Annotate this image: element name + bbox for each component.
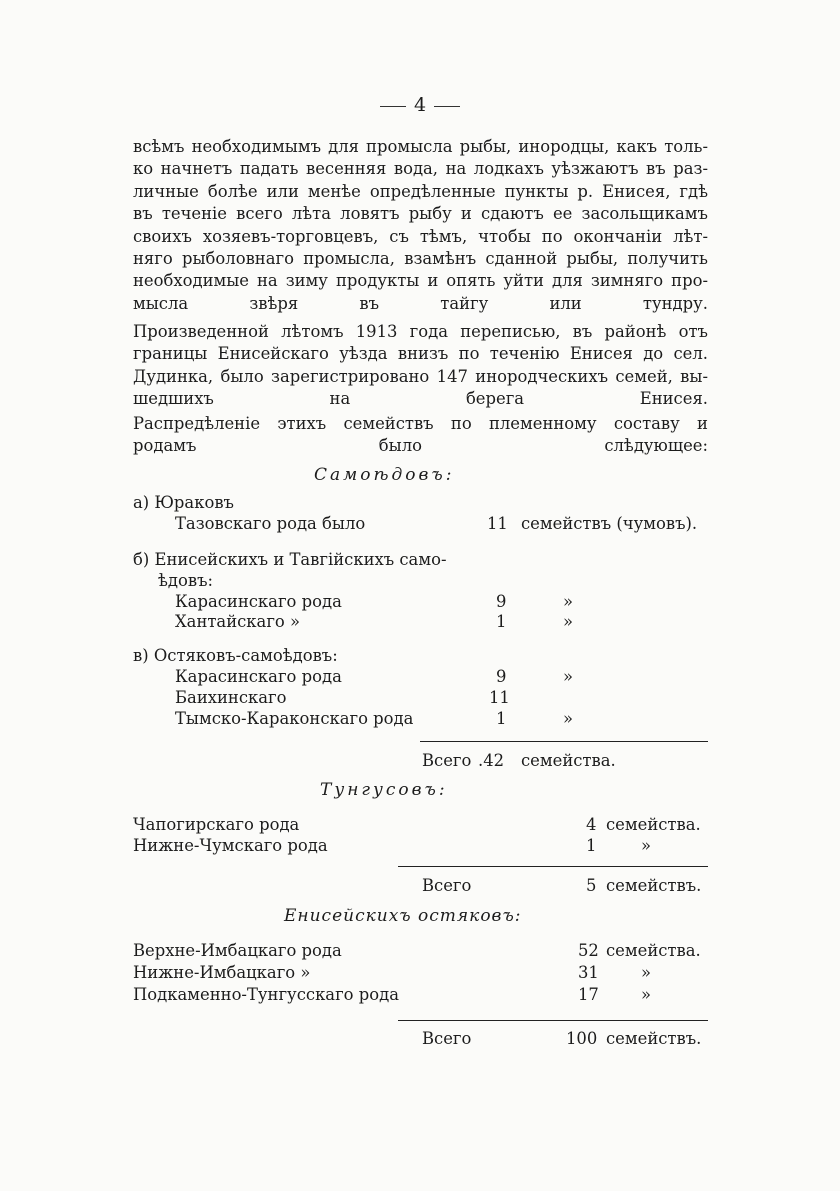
- total-unit: семействъ.: [606, 876, 702, 895]
- page-number-dash-left: [380, 106, 406, 107]
- row-name: Верхне-Имбацкаго рода: [133, 941, 342, 960]
- paragraph-1: [133, 136, 708, 315]
- total-label: Всего: [422, 876, 472, 895]
- row-name: Нижне-Имбацкаго »: [133, 963, 311, 982]
- text-line: въ теченіе всего лѣта ловятъ рыбу и сдаютъ ее засольщикамъ: [133, 204, 708, 224]
- text-line: мысла звѣря въ тайгу или тундру.: [133, 293, 708, 313]
- group-b-title: б) Енисейскихъ и Тавгійскихъ само-: [133, 550, 447, 569]
- row-count: 52: [578, 941, 599, 960]
- row-unit: »: [563, 667, 574, 686]
- paragraph-2-body: [133, 321, 708, 411]
- row-name: Тазовскаго рода было: [175, 514, 366, 533]
- row-name: Нижне-Чумскаго рода: [133, 836, 328, 855]
- text-line: границы Енисейскаго уѣзда внизъ по теченію Енисея до сел.: [133, 344, 708, 364]
- paragraph-3: [133, 413, 708, 458]
- row-unit: семейства.: [606, 941, 701, 960]
- row-name: Карасинскаго рода: [175, 667, 342, 686]
- row-count: 9: [496, 592, 507, 611]
- total-count: 100: [566, 1029, 598, 1048]
- text-line: Произведенной лѣтомъ 1913 года переписью, въ районѣ отъ: [133, 322, 708, 341]
- row-name: Чапогирскаго рода: [133, 815, 300, 834]
- row-count: 1: [586, 836, 597, 855]
- total-rule: [420, 741, 708, 742]
- row-count: 11: [487, 514, 508, 533]
- group-c-title: в) Остяковъ-самоѣдовъ:: [133, 646, 338, 665]
- row-count: 9: [496, 667, 507, 686]
- row-name: Подкаменно-Тунгусскаго рода: [133, 985, 399, 1004]
- row-count: 1: [496, 612, 507, 631]
- row-count: 11: [489, 688, 510, 707]
- row-unit: »: [641, 963, 652, 982]
- tungus-heading: Тунгусовъ:: [320, 780, 448, 800]
- row-unit: »: [563, 709, 574, 728]
- row-unit: »: [563, 612, 574, 631]
- text-line: всѣмъ необходимымъ для промысла рыбы, инородцы, какъ толь-: [133, 137, 708, 156]
- row-count: 4: [586, 815, 597, 834]
- total-unit: семействъ.: [606, 1029, 702, 1048]
- total-rule: [398, 866, 708, 867]
- text-line: своихъ хозяевъ-торговцевъ, съ тѣмъ, чтобы по окончаніи лѣт-: [133, 226, 708, 246]
- text-line: шедшихъ на берега Енисея.: [133, 389, 708, 409]
- page-number-dash-right: [434, 106, 460, 107]
- row-name: Баихинскаго: [175, 688, 287, 707]
- row-name: Карасинскаго рода: [175, 592, 342, 611]
- row-count: 1: [496, 709, 507, 728]
- total-unit: семейства.: [521, 751, 616, 770]
- text-line: няго рыболовнаго промысла, взамѣнъ сданной рыбы, получить: [133, 249, 708, 269]
- row-name: Хантайскаго »: [175, 612, 301, 631]
- total-label: Всего: [422, 751, 472, 770]
- text-line: ко начнетъ падать весенняя вода, на лодкахъ уѣзжаютъ въ раз-: [133, 159, 708, 179]
- row-unit: семейства.: [606, 815, 701, 834]
- samoyeds-heading: Самоѣдовъ:: [314, 465, 455, 485]
- total-label: Всего: [422, 1029, 472, 1048]
- row-unit: »: [563, 592, 574, 611]
- text-line: Дудинка, было зарегистрировано 147 инородческихъ семей, вы-: [133, 366, 708, 386]
- total-count: 5: [586, 876, 597, 895]
- row-name: Тымско-Караконскаго рода: [175, 709, 414, 728]
- page-number-value: 4: [413, 94, 427, 116]
- text-line: личные болѣе или менѣе опредѣленные пункты р. Енисея, гдѣ: [133, 181, 708, 201]
- row-count: 17: [578, 985, 599, 1004]
- row-unit: семействъ (чумовъ).: [521, 514, 698, 533]
- total-count: .42: [478, 751, 505, 770]
- row-count: 31: [578, 963, 599, 982]
- group-b-title-cont: ѣдовъ:: [158, 571, 214, 590]
- row-unit: »: [641, 985, 652, 1004]
- text-line: необходимые на зиму продукты и опять уйти для зимняго про-: [133, 271, 708, 291]
- ostyaks-heading: Енисейскихъ остяковъ:: [284, 906, 522, 926]
- group-a-title: а) Юраковъ: [133, 493, 234, 512]
- text-line: Распредѣленіе этихъ семействъ по племенному составу и: [133, 414, 708, 433]
- page-number: [0, 94, 840, 116]
- total-rule: [398, 1020, 708, 1021]
- row-unit: »: [641, 836, 652, 855]
- text-line: родамъ было слѣдующее:: [133, 436, 708, 456]
